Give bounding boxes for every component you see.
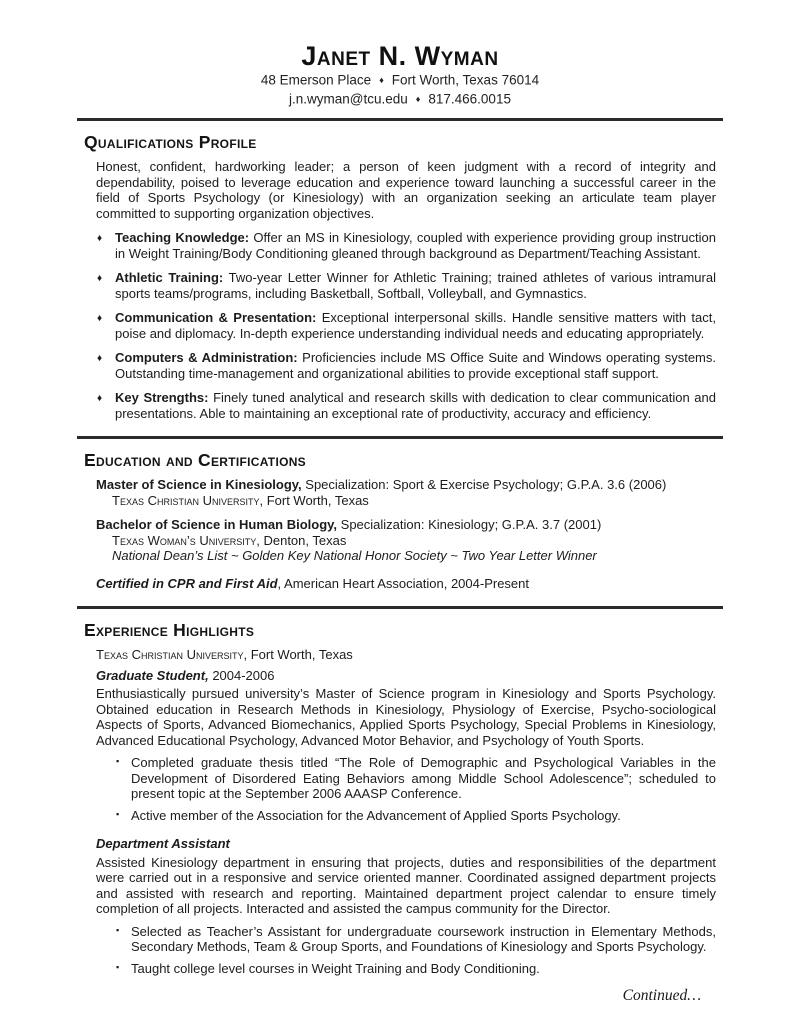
qualification-item [96,270,716,301]
institution-line [112,493,716,509]
qualification-item [96,350,716,381]
qualifications-section [96,159,716,421]
qualifications-list [96,230,716,421]
role-title: Graduate Student, [96,667,209,683]
qualification-text: Finely tuned analytical and research skills with dedication to clear communication and presentations. Able to maintaining an exceptional rate of productivity, accuracy and efficiency. [115,390,716,421]
degree-detail: Specialization: Kinesiology; G.P.A. 3.7 (2001) [340,517,602,532]
experience-item [116,924,716,955]
diamond-bullet-icon: ♦ [97,392,103,404]
diamond-bullet-icon: ♦ [97,352,103,364]
qualification-text: Two-year Letter Winner for Athletic Training; trained athletes of various intramural sports teams/programs, including Basketball, Softball, Volleyball, and Gymnastics. [115,270,716,301]
employer-name: Texas Christian University [96,647,244,662]
role-summary: Enthusiastically pursued university’s Master of Science program in Kinesiology and Sports Psychology. Obtained education in Research Methods in Kinesiology, Physiology of Exercise, Psycho-sociological Aspects of Sports, Advanced Biomechanics, Applied Sports Psychology, Special Problems in Kinesiology, Advanced Educational Psychology, Advanced Motor Behavior, and Psychology of Youth Sports. [96,686,716,748]
section-title-education: Education and Certifications [84,450,306,470]
diamond-bullet-icon: ♦ [97,312,103,324]
degree-title: Master of Science in Kinesiology, [96,477,302,492]
institution-location: , Denton, Texas [256,532,347,548]
section-title-qualifications: Qualifications Profile [84,132,257,152]
section-title-experience: Experience Highlights [84,620,255,640]
section-divider [77,436,723,439]
employer-location: , Fort Worth, Texas [243,647,353,662]
experience-item-text: Selected as Teacher’s Assistant for undergraduate coursework instruction in Elementary Methods, Secondary Methods, Team & Group Sports, and Foundations of Kinesiology and Sports Psychology. [131,923,716,954]
degree-entry [96,477,716,508]
diamond-separator-icon: ♦ [379,75,384,85]
employer-line [96,647,716,663]
experience-item [116,755,716,802]
role-dates: 2004-2006 [212,667,275,683]
qualification-label: Key Strengths: [115,390,209,405]
institution-line [112,533,716,549]
role-title-line [96,668,716,684]
honors-line: National Dean’s List ~ Golden Key National Honor Society ~ Two Year Letter Winner [112,548,597,563]
address-line-1 [77,72,723,89]
square-bullet-icon: ▪ [116,808,120,819]
role-entry [96,836,716,976]
role-bullet-list [96,924,716,977]
role-bullet-list [96,755,716,823]
experience-item-text: Taught college level courses in Weight Training and Body Conditioning. [131,960,540,976]
address-street: 48 Emerson Place [260,72,372,88]
qualification-label: Athletic Training: [115,270,224,285]
qualification-item [96,230,716,261]
role-summary: Assisted Kinesiology department in ensuring that projects, duties and responsibilities of the department were carried out in a responsive and service oriented manner. Coordinated assigned department projects and assisted with research and reporting. Maintained department project calendar to ensure timely completion of all projects. Interacted and assisted the campus community for the Director. [96,854,716,916]
diamond-bullet-icon: ♦ [97,232,103,244]
header [77,42,723,107]
square-bullet-icon: ▪ [116,924,120,935]
section-divider [77,606,723,609]
qualification-label: Communication & Presentation: [115,310,317,325]
role-title: Department Assistant [96,836,230,851]
certification-detail: , American Heart Association, 2004-Present [277,575,529,591]
square-bullet-icon: ▪ [116,756,120,766]
certification-title: Certified in CPR and First Aid [96,575,278,591]
qualification-label: Teaching Knowledge: [115,230,250,245]
degree-title: Bachelor of Science in Human Biology, [96,517,338,532]
experience-item-text: Active member of the Association for the Advancement of Applied Sports Psychology. [131,807,621,823]
role-title-line [96,836,716,852]
address-line-2 [77,91,723,108]
square-bullet-icon: ▪ [116,961,120,972]
institution-location: , Fort Worth, Texas [259,492,369,508]
experience-item [116,961,716,977]
qualification-item [96,390,716,421]
experience-item [116,808,716,824]
qualification-text: Offer an MS in Kinesiology, coupled with experience providing group instruction in Weight Training/Body Conditioning gleaned through background as Department/Teaching Assistant. [115,230,716,261]
contact-phone: 817.466.0015 [428,91,511,106]
qualification-text: Exceptional interpersonal skills. Handle sensitive matters with tact, poise and diplomacy. In-depth experience understanding individual needs and educating appropriately. [115,310,716,341]
institution-name: Texas Woman’s University [112,532,257,548]
education-section [96,477,716,591]
experience-item-text: Completed graduate thesis titled “The Role of Demographic and Psychological Variables in the Development of Disordered Eating Behaviors among Middle School Adolescence”; scheduled to present topic at the September 2006 AAASP Conference. [131,755,716,801]
qualification-item [96,310,716,341]
experience-section [96,647,716,976]
degree-line [96,477,716,493]
role-entry [96,668,716,824]
degree-detail: Specialization: Sport & Exercise Psychology; G.P.A. 3.6 (2006) [305,477,667,492]
degree-entry [96,517,716,564]
degree-line [96,517,716,533]
continued-note: Continued… [622,987,701,1004]
certification-entry [96,576,716,592]
qualifications-intro: Honest, confident, hardworking leader; a person of keen judgment with a record of integrity and dependability, poised to leverage education and experience toward launching a successful career in the field of Sports Psychology (or Kinesiology) with an organization seeking an articulate team player committed to supporting organization objectives. [96,159,716,221]
address-city: Fort Worth, Texas 76014 [391,72,540,88]
institution-name: Texas Christian University [112,492,260,508]
person-name: Janet N. Wyman [301,41,499,71]
diamond-bullet-icon: ♦ [97,272,103,284]
qualification-text: Proficiencies include MS Office Suite and Windows operating systems. Outstanding time-management and organizational abilities to provide exceptional staff support. [115,350,716,381]
qualification-label: Computers & Administration: [115,350,298,365]
diamond-separator-icon: ♦ [415,93,421,104]
contact-email: j.n.wyman@tcu.edu [289,91,408,106]
section-divider [77,118,723,121]
